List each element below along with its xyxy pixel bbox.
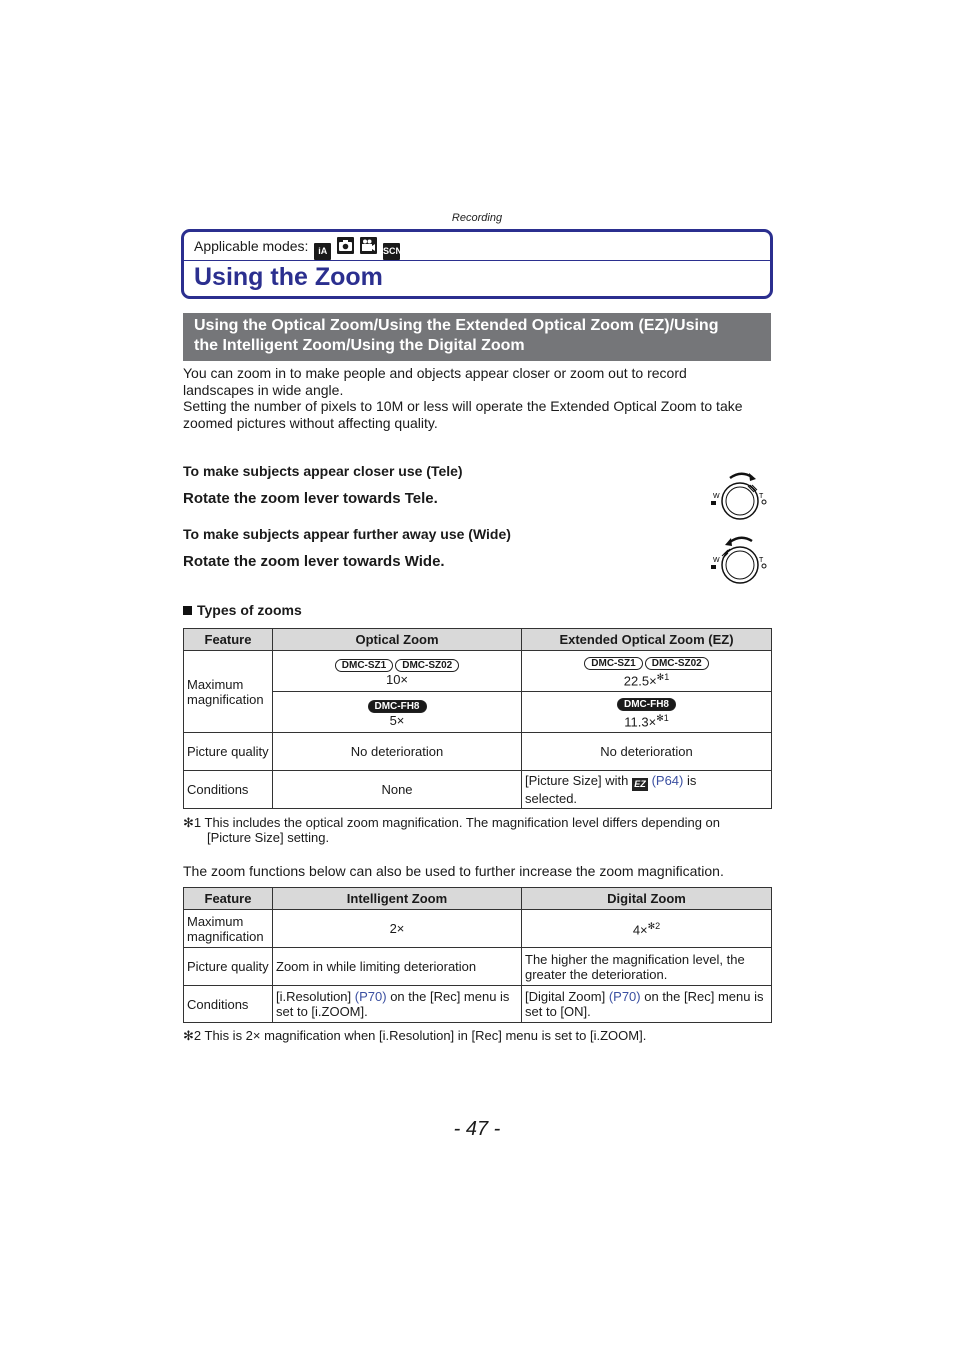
footnote-text: [Picture Size] setting. [207,830,330,845]
table-cell: Conditions [184,771,273,809]
cell-text: [i.Resolution] [276,989,352,1004]
page-link-p70[interactable]: (P70) [354,989,387,1004]
applicable-modes-row [184,232,770,261]
lever-w-label: W [713,493,720,500]
section-heading [183,313,771,361]
bullet-square-icon [183,606,192,615]
tele-heading: To make subjects appear closer use (Tele) [183,463,463,479]
model-badge: DMC-SZ1 [335,659,393,672]
table-cell: Conditions [184,986,273,1023]
zoom-types-table [183,628,772,809]
lever-w-label: W [713,557,720,564]
model-badge: DMC-SZ1 [584,657,642,670]
table-row [184,771,772,809]
table-row [184,692,772,733]
intro-paragraph [183,365,783,431]
cell-text: 4× [632,922,648,938]
zoom-lever-tele-icon [704,468,770,528]
cell-text: on the [Rec] menu is set to [i.ZOOM]. [276,989,510,1019]
table-cell: 2× [273,910,522,948]
modes-label: Applicable modes: [194,238,309,254]
types-heading-text: Types of zooms [197,602,302,618]
cell-text: is [687,773,697,788]
table-cell: None [273,771,522,809]
ez-max-b: 11.3× [624,714,657,730]
table-cell: The higher the magnification level, the greater the deterioration. [522,948,772,986]
motion-picture-icon [360,237,377,254]
footnote-text: This is 2× magnification when [i.Resolution] in [Rec] menu is set to [i.ZOOM]. [204,1028,647,1043]
table-header-row [184,888,772,910]
page-link-p70[interactable]: (P70) [608,989,641,1004]
page-link-p64[interactable]: (P64) [651,773,684,788]
paragraph-2: The zoom functions below can also be used to further increase the zoom magnification. [183,863,724,879]
ez-icon: EZ [632,778,648,791]
section-heading-line1: Using the Optical Zoom/Using the Extended Optical Zoom (EZ)/Using [194,317,719,334]
table-header-cell: Digital Zoom [522,888,772,910]
lever-t-label: T [759,493,764,500]
optical-max-a: 10× [385,671,409,687]
wide-instruction: Rotate the zoom lever towards Wide. [183,553,445,570]
intro-line: zoomed pictures without affecting quality. [183,414,438,431]
table-cell: Picture quality [184,948,273,986]
footnote-text: This includes the optical zoom magnification. The magnification level differs depending on [204,815,721,830]
intro-line: You can zoom in to make people and objects appear closer or zoom out to record [183,365,687,381]
table-header-cell: Feature [184,888,273,910]
footnote-mark: ✻1 [656,671,670,682]
footnote-2 [183,1028,773,1043]
table-cell: Maximum magnification [184,651,273,733]
extra-zoom-table [183,887,772,1023]
intro-line: landscapes in wide angle. [183,381,344,398]
table-cell [522,910,772,948]
intelligent-auto-icon: iA [314,243,331,260]
optical-max-b: 5× [389,712,405,728]
table-cell [273,692,522,733]
cell-text: [Digital Zoom] [525,989,606,1004]
cell-text: [Picture Size] with [525,773,629,788]
table-row [184,986,772,1023]
table-header-cell: Extended Optical Zoom (EZ) [522,629,772,651]
table-cell [273,651,522,692]
cell-text: selected. [525,791,578,806]
section-label: Recording [451,212,503,224]
table-row [184,733,772,771]
table-cell: Maximum magnification [184,910,273,948]
scene-icon: SCN [383,243,400,260]
footnote-mark: ✻2 [183,1028,202,1043]
model-badge: DMC-FH8 [368,700,427,713]
table-row [184,651,772,692]
table-cell: No deterioration [273,733,522,771]
section-heading-line2: the Intelligent Zoom/Using the Digital Zoom [194,337,525,354]
footnote-mark: ✻2 [647,921,661,932]
cell-text: on the [Rec] menu is set to [ON]. [525,989,764,1019]
table-cell: No deterioration [522,733,772,771]
table-header-cell: Intelligent Zoom [273,888,522,910]
footnote-mark: ✻1 [656,712,669,723]
table-cell [273,986,522,1023]
table-cell [522,692,772,733]
footnote-1 [183,815,773,845]
table-row [184,910,772,948]
table-cell: Picture quality [184,733,273,771]
wide-heading: To make subjects appear further away use (Wide) [183,526,511,542]
model-badge: DMC-FH8 [617,698,676,711]
title-box [181,229,773,299]
lever-t-label: T [759,557,764,564]
intro-line: Setting the number of pixels to 10M or less will operate the Extended Optical Zoom to take [183,398,743,414]
camera-icon [337,237,354,254]
table-cell: Zoom in while limiting deterioration [273,948,522,986]
types-of-zooms-heading [183,602,302,618]
table-cell [522,986,772,1023]
page-title: Using the Zoom [194,263,383,291]
table-row [184,948,772,986]
model-badge: DMC-SZ02 [395,659,459,672]
table-cell [522,651,772,692]
page-number: - 47 - [453,1118,501,1140]
table-cell [522,771,772,809]
zoom-lever-wide-icon [704,532,770,592]
footnote-mark: ✻1 [183,815,202,830]
ez-max-a: 22.5× [623,673,657,689]
tele-instruction: Rotate the zoom lever towards Tele. [183,490,438,507]
table-header-cell: Feature [184,629,273,651]
table-header-row [184,629,772,651]
model-badge: DMC-SZ02 [645,657,709,670]
table-header-cell: Optical Zoom [273,629,522,651]
